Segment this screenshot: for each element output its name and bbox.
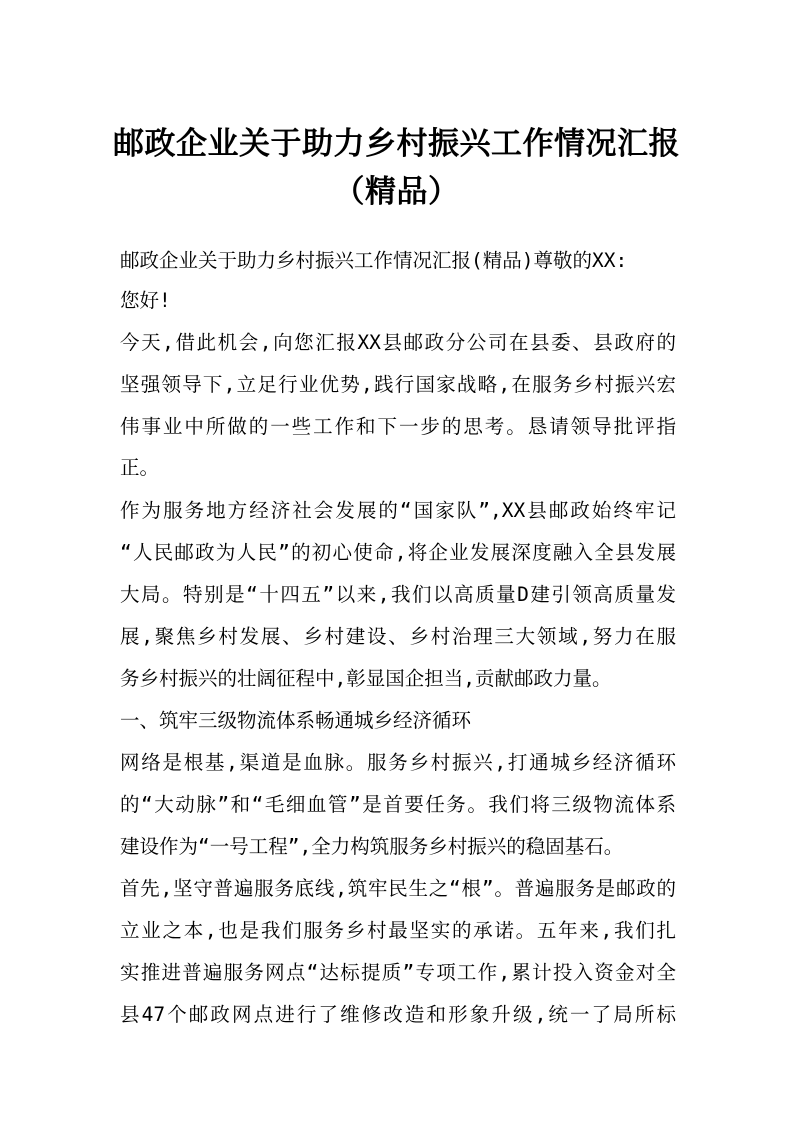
body-text-line: 建设作为“一号工程”,全力构筑服务乡村振兴的稳固基石。: [120, 835, 624, 858]
document-title-line-2: （精品）: [333, 174, 460, 210]
body-text-line: 立业之本,也是我们服务乡村最坚实的承诺。五年来,我们扎: [120, 919, 676, 942]
document-title-line-1: 邮政企业关于助力乡村振兴工作情况汇报: [113, 126, 680, 162]
body-text-line: 作为服务地方经济社会发展的“国家队”,XX县邮政始终牢记: [120, 499, 676, 522]
body-text-line: 大局。特别是“十四五”以来,我们以高质量D建引领高质量发: [120, 583, 676, 606]
body-text-line: 坚强领导下,立足行业优势,践行国家战略,在服务乡村振兴宏: [120, 373, 676, 396]
section-heading: 一、筑牢三级物流体系畅通城乡经济循环: [120, 709, 472, 732]
body-text-line: 网络是根基,渠道是血脉。服务乡村振兴,打通城乡经济循环: [120, 751, 676, 774]
body-text-line: 首先,坚守普遍服务底线,筑牢民生之“根”。普遍服务是邮政的: [120, 877, 676, 900]
body-text-line: 实推进普遍服务网点“达标提质”专项工作,累计投入资金对全: [120, 961, 676, 984]
body-text-line: 正。: [120, 456, 160, 479]
body-text-line: 务乡村振兴的壮阔征程中,彰显国企担当,贡献邮政力量。: [120, 667, 612, 690]
body-text-line: 展,聚焦乡村发展、乡村建设、乡村治理三大领域,努力在服: [120, 625, 676, 648]
body-text-line: 的“大动脉”和“毛细血管”是首要任务。我们将三级物流体系: [120, 793, 676, 816]
body-text-line: 今天,借此机会,向您汇报XX县邮政分公司在县委、县政府的: [120, 331, 676, 354]
body-text-line: 邮政企业关于助力乡村振兴工作情况汇报(精品)尊敬的XX:: [120, 249, 628, 272]
body-text-line: “人民邮政为人民”的初心使命,将企业发展深度融入全县发展: [120, 541, 676, 564]
body-text-line: 伟事业中所做的一些工作和下一步的思考。恳请领导批评指: [120, 415, 676, 438]
body-text-line: 县47个邮政网点进行了维修改造和形象升级,统一了局所标: [120, 1003, 676, 1026]
body-text-line: 您好!: [120, 289, 171, 312]
